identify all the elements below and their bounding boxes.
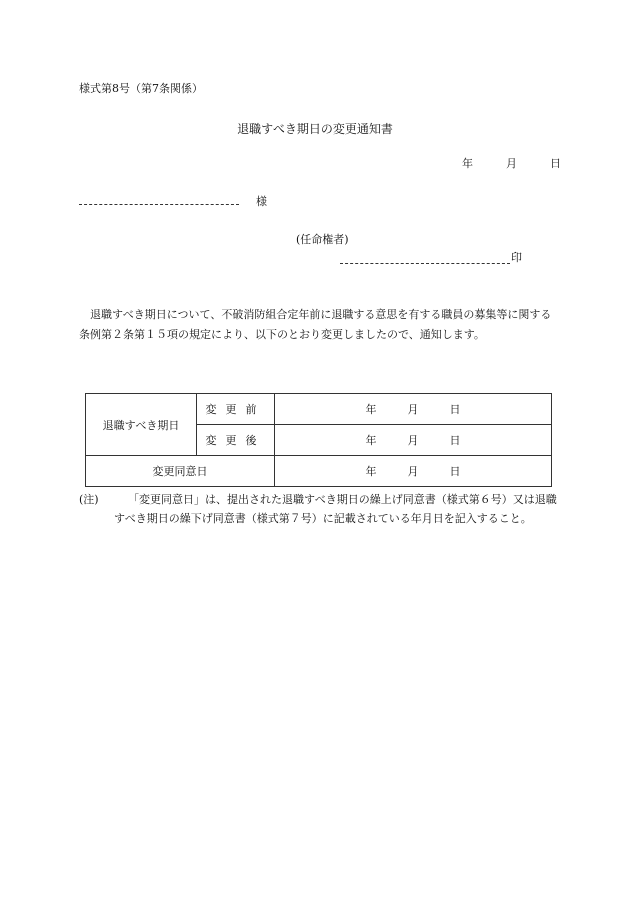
before-change-date [275,394,552,425]
seal-mark: 印 [511,251,522,264]
month-label: 月 [407,465,419,478]
year-label: 年 [365,403,377,416]
month-label: 月 [407,434,419,447]
year-label: 年 [365,465,377,478]
consent-date-label: 変更同意日 [86,456,275,487]
document-title: 退職すべき期日の変更通知書 [237,122,393,136]
form-number: 様式第8号（第7条関係） [79,82,203,95]
before-change-label: 変更前 [197,394,275,425]
issue-date-line [462,155,561,171]
month-label: 月 [407,403,419,416]
addressee-blank-line [79,204,239,205]
month-label: 月 [506,157,517,170]
footnote [79,490,557,528]
year-label: 年 [462,157,473,170]
year-label: 年 [365,434,377,447]
date-change-table [85,393,552,487]
footnote-text: 「変更同意日」は、提出された退職すべき期日の繰上げ同意書（様式第６号）又は退職すべき期日の繰下げ同意書（様式第７号）に記載されている年月日を記入すること。 [114,493,557,525]
addressee-honorific: 様 [256,195,267,208]
retirement-date-label: 退職すべき期日 [86,394,197,456]
day-label: 日 [449,465,461,478]
consent-date [275,456,552,487]
day-label: 日 [449,434,461,447]
table-row [86,456,552,487]
signature-blank-line [340,263,510,264]
day-label: 日 [449,403,461,416]
after-change-date [275,425,552,456]
body-paragraph: 退職すべき期日について、不破消防組合定年前に退職する意思を有する職員の募集等に関する条例第２条第１５項の規定により、以下のとおり変更しましたので、通知します。 [79,308,552,341]
footnote-label: (注) [79,493,99,506]
day-label: 日 [550,157,561,170]
appointing-authority-label: (任命権者) [296,233,349,246]
table-row [86,394,552,425]
after-change-label: 変更後 [197,425,275,456]
